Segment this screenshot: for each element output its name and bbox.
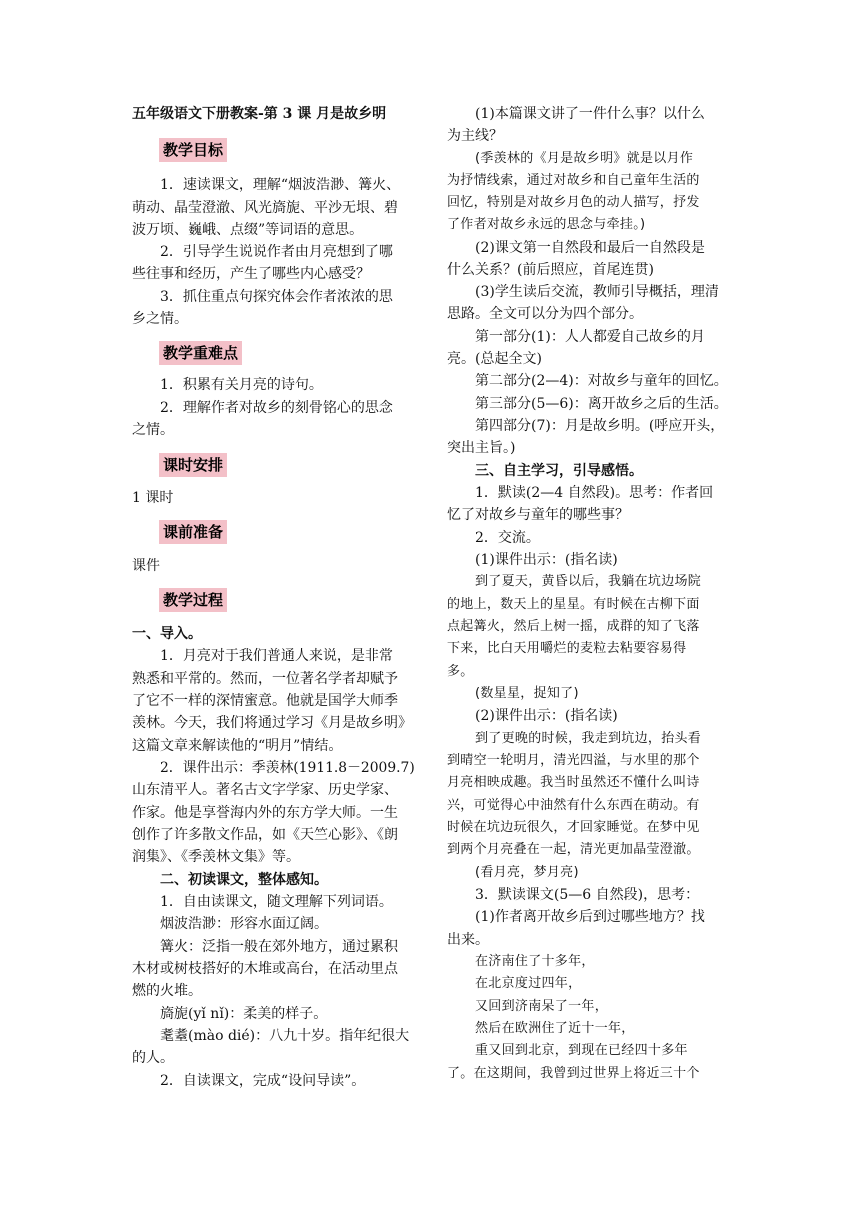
right-text-line: 为抒情线索，通过对故乡和自己童年生活的 (447, 173, 700, 188)
right-text-line: 第三部分(5—6)：离开故乡之后的生活。 (475, 396, 728, 412)
right-text-line: 多。 (447, 664, 474, 679)
right-text-line: 出来。 (447, 932, 489, 948)
right-text-line: 三、自主学习，引导感悟。 (475, 463, 643, 479)
right-text-line: 到两个月亮叠在一起，清光更加晶莹澄澈。 (447, 842, 700, 857)
left-text-line: 波万顷、巍峨、点缀”等词语的意思。 (132, 222, 364, 238)
right-text-line: 重又回到北京，到现在已经四十多年 (475, 1043, 688, 1058)
left-text-line: 1．积累有关月亮的诗句。 (160, 377, 323, 393)
right-text-line: 时候在坑边玩很久，才回家睡觉。在梦中见 (447, 820, 700, 835)
right-text-line: 在北京度过四年， (475, 976, 582, 991)
right-text-line: 下来，比白天用嚼烂的麦粒去粘要容易得 (447, 641, 687, 656)
section-heading-goals: 教学目标 (159, 138, 227, 162)
left-text-line: 耄耋(mào dié)：八九十岁。指年纪很大 (160, 1028, 410, 1044)
right-text-line: 点起篝火，然后上树一摇，成群的知了飞落 (447, 619, 700, 634)
left-text-line: 乡之情。 (132, 311, 188, 327)
right-text-line: 为主线？ (447, 128, 503, 144)
left-text-line: 山东清平人。著名古文字学家、历史学家、 (132, 782, 398, 798)
right-text-line: 第一部分(1)：人人都爱自己故乡的月 (475, 329, 705, 345)
left-text-line: 萌动、晶莹澄澈、风光旖旎、平沙无垠、碧 (132, 200, 398, 216)
left-text-line: 作家。他是享誉海内外的东方学大师。一生 (132, 805, 398, 821)
left-text-line: 1 课时 (132, 490, 174, 506)
section-heading-prep: 课前准备 (159, 520, 227, 544)
right-text-line: 到了更晚的时候，我走到坑边，抬头看 (475, 731, 702, 746)
section-heading-schedule: 课时安排 (159, 453, 227, 477)
right-text-line: 回忆，特别是对故乡月色的动人描写，抒发 (447, 195, 700, 210)
left-text-line: 1．月亮对于我们普通人来说，是非常 (160, 648, 393, 664)
right-text-line: 然后在欧洲住了近十一年， (475, 1021, 635, 1036)
right-text-line: 到晴空一轮明月，清光四溢，与水里的那个 (447, 753, 700, 768)
right-text-line: 了作者对故乡永远的思念与牵挂。) (447, 217, 646, 232)
left-text-line: 篝火：泛指一般在郊外地方，通过累积 (160, 939, 398, 955)
right-text-line: 思路。全文可以分为四个部分。 (447, 306, 643, 322)
left-text-line: 1．速读课文，理解“烟波浩渺、篝火、 (160, 177, 401, 193)
right-text-line: 1．默读(2—4 自然段)。思考：作者回 (475, 485, 714, 501)
right-text-line: 什么关系？(前后照应，首尾连贯) (447, 262, 654, 278)
right-text-line: (2)课文第一自然段和最后一自然段是 (475, 240, 705, 256)
right-text-line: 了。在这期间，我曾到过世界上将近三十个 (447, 1066, 700, 1081)
left-text-line: 之情。 (132, 422, 174, 438)
right-text-line: 突出主旨。) (447, 440, 516, 456)
left-text-line: 羡林。今天，我们将通过学习《月是故乡明》 (132, 715, 412, 731)
left-text-line: 燃的火堆。 (132, 983, 202, 999)
left-text-line: 1．自由读课文，随文理解下列词语。 (160, 894, 393, 910)
section-heading-keypoints: 教学重难点 (159, 341, 242, 365)
left-text-line: 2．自读课文，完成“设问导读”。 (160, 1073, 366, 1089)
right-text-line: (1)课件出示：(指名读) (475, 552, 618, 568)
right-text-line: (1)本篇课文讲了一件什么事？以什么 (475, 106, 705, 122)
right-text-line: (1)作者离开故乡后到过哪些地方？找 (475, 909, 705, 925)
right-text-line: (看月亮，梦月亮) (475, 865, 579, 880)
right-text-line: 2．交流。 (475, 530, 540, 546)
left-text-line: 烟波浩渺：形容水面辽阔。 (160, 916, 328, 932)
right-text-line: 的地上，数天上的星星。有时候在古柳下面 (447, 597, 700, 612)
document-title: 五年级语文下册教案-第 3 课 月是故乡明 (132, 106, 387, 122)
left-text-line: 2．课件出示：季羡林(1911.8－2009.7) (160, 760, 415, 776)
right-text-line: 第四部分(7)：月是故乡明。(呼应开头， (475, 418, 725, 434)
left-text-line: 这篇文章来解读他的“明月”情结。 (132, 738, 343, 754)
left-text-line: 2．引导学生说说作者由月亮想到了哪 (160, 244, 393, 260)
right-text-line: (3)学生读后交流，教师引导概括，理清 (475, 284, 719, 300)
left-text-line: 二、初读课文，整体感知。 (160, 872, 328, 888)
right-text-line: 月亮相映成趣。我当时虽然还不懂什么叫诗 (447, 775, 700, 790)
left-text-line: 木材或树枝搭好的木堆或高台，在活动里点 (132, 961, 398, 977)
left-text-line: 润集》、《季羡林文集》等。 (132, 849, 300, 865)
left-text-line: 的人。 (132, 1050, 174, 1066)
left-text-line: 了它不一样的深情蜜意。他就是国学大师季 (132, 693, 398, 709)
left-text-line: 一、导入。 (132, 626, 202, 642)
right-text-line: 忆了对故乡与童年的哪些事？ (447, 507, 629, 523)
left-text-line: 创作了许多散文作品，如《天竺心影》、《朗 (132, 827, 398, 843)
section-heading-process: 教学过程 (159, 588, 227, 612)
left-text-line: 2．理解作者对故乡的刻骨铭心的思念 (160, 400, 393, 416)
right-text-line: (季羡林的《月是故乡明》就是以月作 (475, 151, 694, 166)
left-text-line: 旖旎(yǐ nǐ)：柔美的样子。 (160, 1006, 328, 1022)
right-text-line: 3．默读课文(5—6 自然段)，思考： (475, 887, 700, 903)
right-text-line: 在济南住了十多年， (475, 954, 595, 969)
left-text-line: 3．抓住重点句探究体会作者浓浓的思 (160, 289, 393, 305)
right-text-line: 兴，可觉得心中油然有什么东西在萌动。有 (447, 798, 700, 813)
right-text-line: 亮。(总起全文) (447, 351, 542, 367)
left-text-line: 些往事和经历，产生了哪些内心感受？ (132, 266, 370, 282)
left-text-line: 课件 (132, 558, 160, 574)
right-text-line: 第二部分(2—4)：对故乡与童年的回忆。 (475, 373, 728, 389)
right-text-line: (2)课件出示：(指名读) (475, 708, 618, 724)
right-text-line: 又回到济南呆了一年， (475, 999, 609, 1014)
right-text-line: 到了夏天，黄昏以后，我躺在坑边场院 (475, 574, 702, 589)
left-text-line: 熟悉和平常的。然而，一位著名学者却赋予 (132, 671, 398, 687)
right-text-line: (数星星，捉知了) (475, 686, 579, 701)
